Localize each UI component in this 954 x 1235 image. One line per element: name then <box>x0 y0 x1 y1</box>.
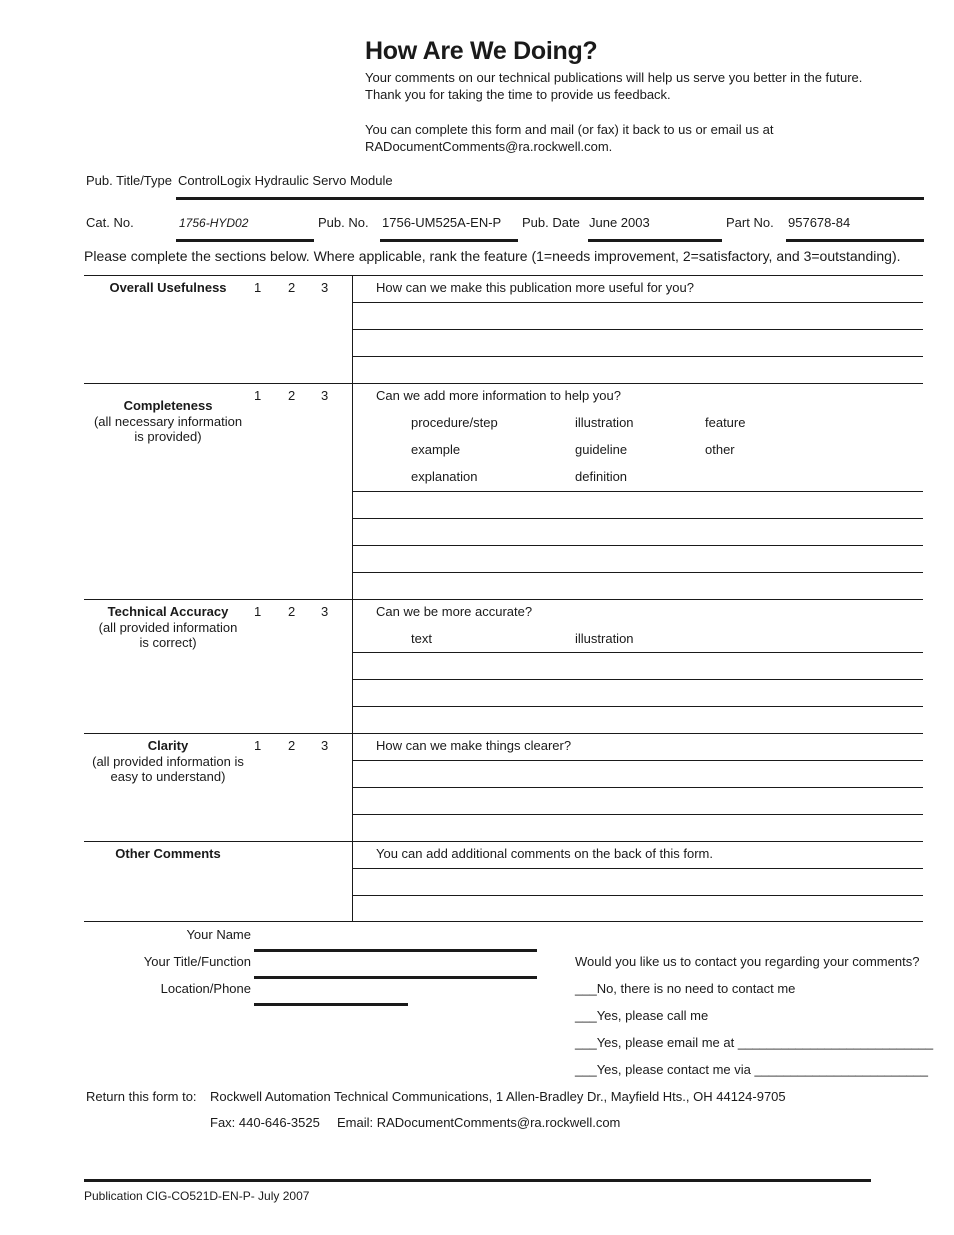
table-top-rule <box>84 275 923 276</box>
accuracy-sub1: (all provided information <box>98 620 238 635</box>
usefulness-rating-3[interactable]: 3 <box>321 280 329 295</box>
section-separator <box>84 599 923 600</box>
usefulness-answer-line[interactable] <box>352 329 923 330</box>
part-no-value: 957678-84 <box>788 215 851 230</box>
pub-no-label: Pub. No. <box>318 215 369 230</box>
location-phone-field[interactable] <box>254 1003 408 1006</box>
clarity-answer-line[interactable] <box>352 787 923 788</box>
part-no-rule <box>786 239 924 242</box>
accuracy-rating-3[interactable]: 3 <box>321 604 329 619</box>
other-answer-line[interactable] <box>352 868 923 869</box>
usefulness-title: Overall Usefulness <box>109 280 227 295</box>
footer-rule <box>84 1179 871 1182</box>
completeness-answer-line[interactable] <box>352 545 923 546</box>
instructions: Please complete the sections below. Where applicable, rank the feature (1=needs improvement, 2=satisfactory, and 3=outstanding). <box>84 248 901 264</box>
part-no-label: Part No. <box>726 215 774 230</box>
option-definition[interactable]: definition <box>575 469 628 484</box>
usefulness-answer-line[interactable] <box>352 356 923 357</box>
completeness-rating-2[interactable]: 2 <box>288 388 296 403</box>
accuracy-rating-2[interactable]: 2 <box>288 604 296 619</box>
pub-title-rule <box>176 197 924 200</box>
return-fax: Fax: 440-646-3525 <box>210 1115 320 1130</box>
usefulness-question: How can we make this publication more useful for you? <box>376 280 694 295</box>
pub-no-value: 1756-UM525A-EN-P <box>382 215 502 230</box>
accuracy-answer-line[interactable] <box>352 706 923 707</box>
section-separator <box>84 383 923 384</box>
clarity-question: How can we make things clearer? <box>376 738 572 753</box>
option-procedure-step[interactable]: procedure/step <box>411 415 498 430</box>
completeness-answer-line[interactable] <box>352 518 923 519</box>
contact-question: Would you like us to contact you regarding your comments? <box>575 954 920 969</box>
section-separator <box>84 841 923 842</box>
completeness-rating-1[interactable]: 1 <box>254 388 262 403</box>
your-name-label: Your Name <box>186 927 251 942</box>
pub-date-value: June 2003 <box>589 215 650 230</box>
contact-option-no[interactable]: ___No, there is no need to contact me <box>575 981 796 996</box>
page-title: How Are We Doing? <box>365 37 598 65</box>
completeness-answer-line[interactable] <box>352 572 923 573</box>
accuracy-question: Can we be more accurate? <box>376 604 533 619</box>
location-phone-label: Location/Phone <box>160 981 251 996</box>
pub-date-label: Pub. Date <box>522 215 580 230</box>
pub-date-rule <box>588 239 722 242</box>
completeness-title: Completeness <box>123 398 213 413</box>
option-guideline[interactable]: guideline <box>575 442 628 457</box>
accuracy-label <box>84 604 252 650</box>
completeness-question: Can we add more information to help you? <box>376 388 621 403</box>
mail-text-line2: RADocumentComments@ra.rockwell.com. <box>365 139 613 154</box>
option-text[interactable]: text <box>411 631 432 646</box>
footer-publication: Publication CIG-CO521D-EN-P- July 2007 <box>84 1189 310 1203</box>
return-email[interactable]: Email: RADocumentComments@ra.rockwell.com <box>337 1115 621 1130</box>
mail-text-line1: You can complete this form and mail (or fax) it back to us or email us at <box>365 122 774 137</box>
table-bottom-rule <box>84 921 923 922</box>
section-separator <box>84 733 923 734</box>
clarity-answer-line[interactable] <box>352 814 923 815</box>
clarity-rating-2[interactable]: 2 <box>288 738 296 753</box>
your-title-label: Your Title/Function <box>143 954 251 969</box>
completeness-sub1: (all necessary information <box>93 414 243 429</box>
clarity-title: Clarity <box>147 738 189 753</box>
other-comments-note: You can add additional comments on the back of this form. <box>376 846 713 861</box>
contact-option-call[interactable]: ___Yes, please call me <box>575 1008 709 1023</box>
intro-text-line1: Your comments on our technical publications will help us serve you better in the future. <box>365 70 863 85</box>
accuracy-sub2: is correct) <box>139 635 197 650</box>
pub-title-label: Pub. Title/Type <box>86 173 172 188</box>
completeness-answer-line[interactable] <box>352 491 923 492</box>
return-label: Return this form to: <box>86 1089 197 1104</box>
intro-text-line2: Thank you for taking the time to provide us feedback. <box>365 87 671 102</box>
accuracy-answer-line[interactable] <box>352 679 923 680</box>
clarity-sub2: easy to understand) <box>110 769 226 784</box>
option-explanation[interactable]: explanation <box>411 469 478 484</box>
your-name-field[interactable] <box>254 949 537 952</box>
pub-no-rule <box>380 239 518 242</box>
cat-no-label: Cat. No. <box>86 215 134 230</box>
other-comments-title: Other Comments <box>115 846 221 861</box>
option-other[interactable]: other <box>705 442 735 457</box>
clarity-rating-1[interactable]: 1 <box>254 738 262 753</box>
clarity-rating-3[interactable]: 3 <box>321 738 329 753</box>
cat-no-rule <box>176 239 314 242</box>
other-answer-line[interactable] <box>352 895 923 896</box>
option-illustration[interactable]: illustration <box>575 631 634 646</box>
option-example[interactable]: example <box>411 442 461 457</box>
accuracy-rating-1[interactable]: 1 <box>254 604 262 619</box>
usefulness-rating-1[interactable]: 1 <box>254 280 262 295</box>
your-title-field[interactable] <box>254 976 537 979</box>
clarity-answer-line[interactable] <box>352 760 923 761</box>
usefulness-answer-line[interactable] <box>352 302 923 303</box>
clarity-label <box>84 738 252 784</box>
contact-option-via[interactable]: ___Yes, please contact me via ________________________ <box>575 1062 928 1077</box>
return-address: Rockwell Automation Technical Communications, 1 Allen-Bradley Dr., Mayfield Hts., OH 44124-9705 <box>210 1089 786 1104</box>
accuracy-answer-line[interactable] <box>352 652 923 653</box>
clarity-sub1: (all provided information is <box>92 754 244 769</box>
option-illustration[interactable]: illustration <box>575 415 634 430</box>
cat-no-value: 1756-HYD02 <box>179 216 249 230</box>
option-feature[interactable]: feature <box>705 415 746 430</box>
completeness-label <box>84 398 252 444</box>
usefulness-rating-2[interactable]: 2 <box>288 280 296 295</box>
completeness-sub2: is provided) <box>134 429 202 444</box>
accuracy-title: Technical Accuracy <box>107 604 229 619</box>
pub-title-value: ControlLogix Hydraulic Servo Module <box>178 173 393 188</box>
completeness-rating-3[interactable]: 3 <box>321 388 329 403</box>
table-column-divider <box>352 275 353 921</box>
contact-option-email[interactable]: ___Yes, please email me at ___________________________ <box>575 1035 934 1050</box>
